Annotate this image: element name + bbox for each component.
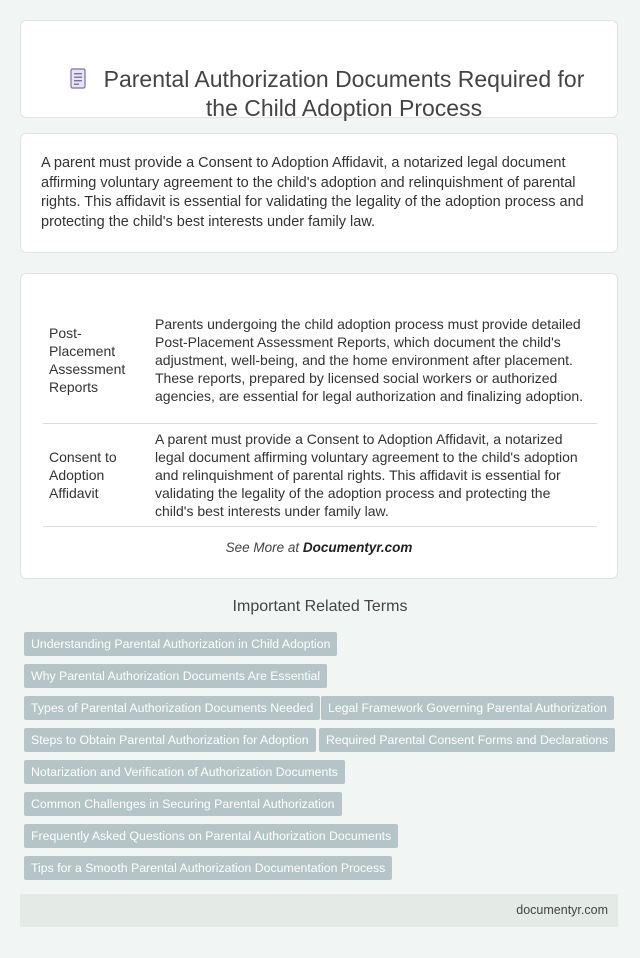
intro-card <box>20 133 618 253</box>
footer-site-link[interactable]: documentyr.com <box>516 903 608 917</box>
related-tag[interactable]: Frequently Asked Questions on Parental Authorization Documents <box>24 824 398 848</box>
document-term: Post-Placement Assessment Reports <box>43 297 151 423</box>
table-row <box>43 297 597 423</box>
document-icon <box>69 68 87 90</box>
related-tag[interactable]: Notarization and Verification of Authorization Documents <box>24 760 345 784</box>
see-more-site[interactable]: Documentyr.com <box>302 540 413 555</box>
title-card <box>20 20 618 121</box>
related-tag[interactable]: Why Parental Authorization Documents Are Essential <box>24 664 327 688</box>
see-more-link[interactable] <box>21 540 617 555</box>
documents-table-card <box>20 273 618 579</box>
related-tag[interactable]: Types of Parental Authorization Documents Needed <box>24 696 320 720</box>
page-title: Parental Authorization Documents Required for the Child Adoption Process <box>103 66 585 121</box>
footer-bar <box>20 894 618 927</box>
related-tag[interactable]: Legal Framework Governing Parental Authorization <box>321 696 614 720</box>
related-tag[interactable]: Required Parental Consent Forms and Declarations <box>319 728 615 752</box>
table-row <box>43 423 597 526</box>
related-tag[interactable]: Common Challenges in Securing Parental Authorization <box>24 792 342 816</box>
related-tag[interactable]: Tips for a Smooth Parental Authorization Documentation Process <box>24 856 392 880</box>
document-description: A parent must provide a Consent to Adoption Affidavit, a notarized legal document affirming voluntary agreement to the child's adoption and relinquishment of parental rights. This affidavit is essential for validating the legality of the adoption process and protecting the child's best interests under family law. <box>151 423 597 526</box>
related-tag[interactable]: Steps to Obtain Parental Authorization for Adoption <box>24 728 316 752</box>
document-description: Parents undergoing the child adoption process must provide detailed Post-Placement Assessment Reports, which document the child's adjustment, well-being, and the home environment after placement. These reports, prepared by licensed social workers or authorized agencies, are essential for legal authorization and finalizing adoption. <box>151 297 597 423</box>
documents-table <box>43 297 597 527</box>
intro-paragraph: A parent must provide a Consent to Adoption Affidavit, a notarized legal document affirming voluntary agreement to the child's adoption and relinquishment of parental rights. This affidavit is essential for validating the legality of the adoption process and protecting the child's best interests under family law. <box>41 155 584 230</box>
related-terms-heading: Important Related Terms <box>232 598 408 615</box>
see-more-prefix: See More at <box>225 540 303 555</box>
document-term: Consent to Adoption Affidavit <box>43 423 151 526</box>
related-tag[interactable]: Understanding Parental Authorization in Child Adoption <box>24 632 337 656</box>
